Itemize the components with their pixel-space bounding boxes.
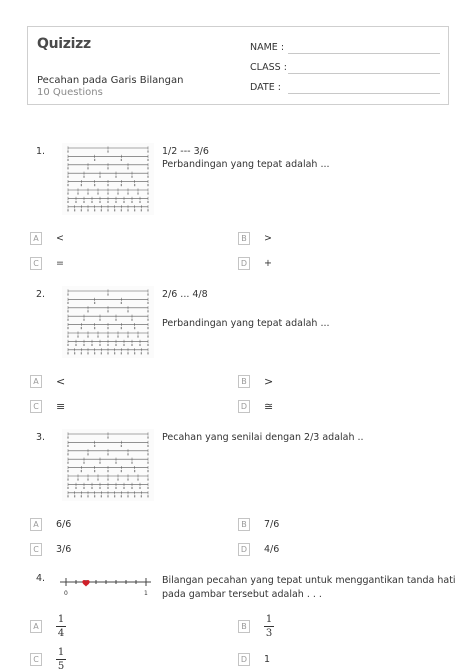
fraction-chart-image bbox=[62, 429, 154, 501]
question-text: 1/2 --- 3/6 bbox=[162, 146, 209, 157]
option-letter: D bbox=[238, 400, 250, 413]
option-text: < bbox=[56, 233, 64, 244]
fraction bbox=[264, 614, 274, 639]
option-text: 4/6 bbox=[264, 544, 280, 555]
fraction-chart-image bbox=[62, 143, 154, 215]
name-label: NAME : bbox=[250, 42, 285, 53]
option-text: > bbox=[264, 375, 274, 388]
question-count: 10 Questions bbox=[37, 87, 103, 98]
option-text: + bbox=[264, 258, 272, 269]
option-letter: C bbox=[30, 257, 42, 270]
option-letter: B bbox=[238, 620, 250, 633]
option-text: 1 bbox=[264, 654, 271, 665]
number-line-image bbox=[58, 574, 153, 598]
option-text: ≅ bbox=[264, 400, 274, 413]
question-text: Pecahan yang senilai dengan 2/3 adalah .. bbox=[162, 432, 364, 443]
fraction bbox=[56, 614, 66, 639]
question-number: 2. bbox=[36, 289, 46, 300]
date-field[interactable] bbox=[250, 82, 440, 95]
option-letter: C bbox=[30, 543, 42, 556]
worksheet-title: Pecahan pada Garis Bilangan bbox=[37, 75, 184, 86]
option-text: 7/6 bbox=[264, 519, 280, 530]
quizizz-logo: Quizizz bbox=[37, 36, 91, 52]
question-text: Bilangan pecahan yang tepat untuk menggantikan tanda hati bbox=[162, 575, 456, 586]
fraction-chart-image bbox=[62, 286, 154, 358]
question-text: Perbandingan yang tepat adalah ... bbox=[162, 159, 330, 170]
numerator: 1 bbox=[57, 647, 65, 658]
option-letter: B bbox=[238, 375, 250, 388]
question-text: 2/6 ... 4/8 bbox=[162, 289, 208, 300]
option-letter: B bbox=[238, 232, 250, 245]
date-label: DATE : bbox=[250, 82, 281, 93]
option-letter: D bbox=[238, 257, 250, 270]
option-letter: A bbox=[30, 518, 42, 531]
option-letter: A bbox=[30, 232, 42, 245]
question-text: Perbandingan yang tepat adalah ... bbox=[162, 318, 330, 329]
question-number: 4. bbox=[36, 573, 46, 584]
numerator: 1 bbox=[265, 614, 273, 625]
option-text: 6/6 bbox=[56, 519, 72, 530]
numerator: 1 bbox=[57, 614, 65, 625]
question-number: 1. bbox=[36, 146, 46, 157]
option-letter: B bbox=[238, 518, 250, 531]
numberline-left-label: 0 bbox=[64, 590, 68, 597]
option-text: ≡ bbox=[56, 400, 66, 413]
option-letter: C bbox=[30, 653, 42, 666]
option-letter: A bbox=[30, 375, 42, 388]
option-letter: D bbox=[238, 653, 250, 666]
denominator: 5 bbox=[57, 661, 65, 670]
class-label: CLASS : bbox=[250, 62, 287, 73]
fraction bbox=[56, 647, 66, 670]
option-letter: C bbox=[30, 400, 42, 413]
option-text: = bbox=[56, 258, 64, 269]
option-text: < bbox=[56, 375, 66, 388]
class-field[interactable] bbox=[250, 62, 440, 75]
denominator: 3 bbox=[265, 628, 273, 639]
numberline-right-label: 1 bbox=[144, 590, 148, 597]
option-letter: D bbox=[238, 543, 250, 556]
option-letter: A bbox=[30, 620, 42, 633]
denominator: 4 bbox=[57, 628, 65, 639]
name-field[interactable] bbox=[250, 42, 440, 55]
option-text: 3/6 bbox=[56, 544, 72, 555]
option-text: > bbox=[264, 233, 272, 244]
worksheet-header bbox=[27, 26, 449, 105]
question-number: 3. bbox=[36, 432, 46, 443]
question-text: pada gambar tersebut adalah . . . bbox=[162, 589, 322, 600]
